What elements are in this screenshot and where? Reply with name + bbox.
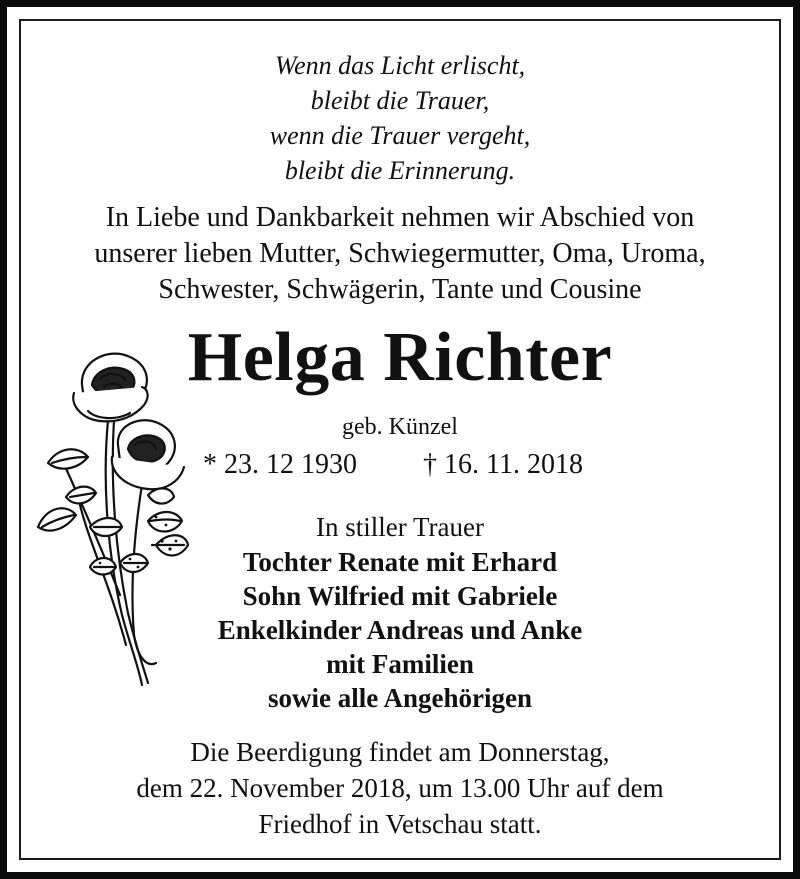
birth-name: geb. Künzel — [342, 414, 458, 440]
funeral-line: Die Beerdigung findet am Donnerstag, — [190, 737, 610, 767]
deceased-name: Helga Richter — [187, 319, 613, 396]
poem-line: Wenn das Licht erlischt, — [274, 51, 526, 80]
rose-illustration-icon — [30, 345, 200, 695]
funeral-line: dem 22. November 2018, um 13.00 Uhr auf dem — [136, 773, 664, 803]
mourner-line: sowie alle Angehörigen — [268, 683, 532, 713]
death-date: † 16. 11. 2018 — [423, 449, 583, 480]
poem-line: bleibt die Erinnerung. — [284, 156, 516, 185]
funeral-line: Friedhof in Vetschau statt. — [258, 809, 542, 839]
funeral-details — [0, 734, 800, 842]
poem-line: bleibt die Trauer, — [310, 86, 490, 115]
mourner-line: mit Familien — [326, 649, 474, 679]
intro-line: unserer lieben Mutter, Schwiegermutter, Oma, Uroma, — [94, 238, 706, 269]
mourner-line: Sohn Wilfried mit Gabriele — [242, 581, 558, 611]
mourner-line: Enkelkinder Andreas und Anke — [217, 615, 583, 645]
intro-line: In Liebe und Dankbarkeit nehmen wir Abschied von — [105, 202, 695, 233]
poem — [0, 48, 800, 188]
birth-date: * 23. 12 1930 — [203, 449, 357, 480]
mourning-heading: In stiller Trauer — [316, 512, 484, 542]
farewell-intro — [0, 200, 800, 308]
mourner-line: Tochter Renate mit Erhard — [242, 547, 558, 577]
intro-line: Schwester, Schwägerin, Tante und Cousine — [158, 274, 642, 305]
poem-line: wenn die Trauer vergeht, — [269, 121, 531, 150]
